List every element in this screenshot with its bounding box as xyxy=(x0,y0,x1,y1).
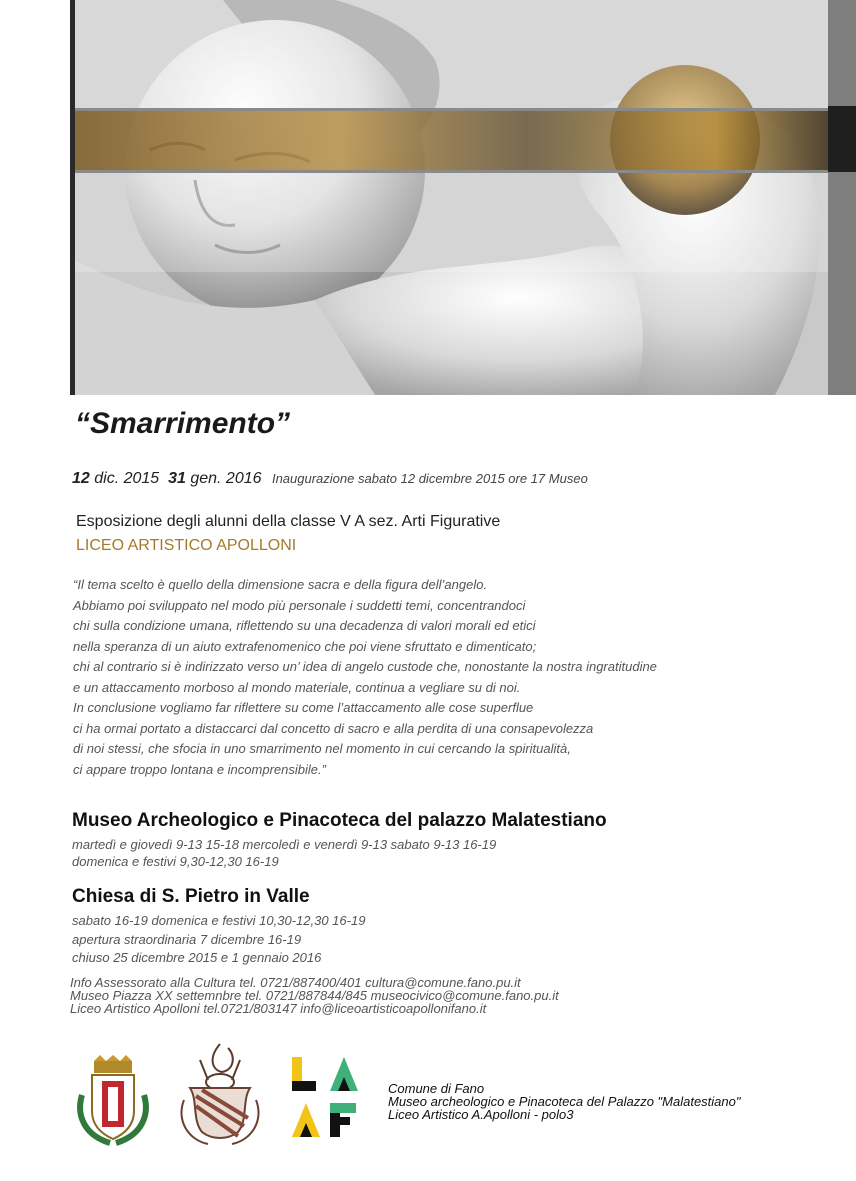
quote-line: In conclusione vogliamo far riflettere su come l’attaccamento alle cose superflue xyxy=(73,700,534,715)
school-name: LICEO ARTISTICO APOLLONI xyxy=(76,537,297,554)
museum-hours-line: domenica e festivi 9,30-12,30 16-19 xyxy=(72,854,279,869)
angel-statue-image xyxy=(75,0,828,395)
hero-right-accent xyxy=(828,106,856,172)
exhibition-description: Esposizione degli alunni della classe V A sez. Arti Figurative xyxy=(76,513,501,530)
quote-line: di noi stessi, che sfocia in uno smarrimento nel momento in cui cercando la spiritualità, xyxy=(73,741,571,756)
museum-hours-line: martedì e giovedì 9-13 15-18 mercoledì e venerdì 9-13 sabato 9-13 16-19 xyxy=(72,837,497,852)
credit-comune: Comune di Fano xyxy=(388,1081,485,1096)
church-hours-line: apertura straordinaria 7 dicembre 16-19 xyxy=(72,931,302,947)
contact-line-assessorato: Info Assessorato alla Cultura tel. 0721/887400/401 cultura@comune.fano.pu.it xyxy=(70,975,521,990)
malatesta-heraldic-crest-icon xyxy=(178,1040,262,1150)
start-month-year: dic. 2015 xyxy=(94,470,160,487)
museum-opening-hours xyxy=(72,836,496,870)
quote-line: chi al contrario si è indirizzato verso un’ idea di angelo custode che, nonostante la nostra ingratitudine xyxy=(73,659,657,674)
church-hours-line: chiuso 25 dicembre 2015 e 1 gennaio 2016 xyxy=(72,950,322,965)
start-day: 12 xyxy=(72,470,90,487)
exhibition-title: “Smarrimento” xyxy=(75,407,291,440)
quote-line: ci ha ormai portato a distaccarci dal concetto di sacro e alla perdita di una consapevolezza xyxy=(73,720,594,736)
hero-right-frame xyxy=(828,0,856,395)
church-hours-line: sabato 16-19 domenica e festivi 10,30-12,30 16-19 xyxy=(72,913,366,928)
quote-line: e un attaccamento morboso al mondo materiale, continua a vegliare su di noi. xyxy=(73,679,521,695)
contact-info xyxy=(70,976,559,1015)
church-venue-title: Chiesa di S. Pietro in Valle xyxy=(72,886,310,907)
inauguration-note: Inaugurazione sabato 12 dicembre 2015 ore 17 Museo xyxy=(271,471,588,486)
quote-line: nella speranza di un aiuto extrafenomenico che poi viene sfruttato e dimenticato; xyxy=(73,638,537,654)
quote-line: ci appare troppo lontana e incomprensibile.” xyxy=(73,761,326,777)
credit-museo: Museo archeologico e Pinacoteca del Palazzo "Malatestiano" xyxy=(388,1094,741,1109)
organizers-credits xyxy=(388,1082,741,1121)
end-day: 31 xyxy=(168,470,186,487)
exhibition-dates xyxy=(72,470,588,488)
contact-line-liceo: Liceo Artistico Apolloni tel.0721/803147 info@liceoartisticoapollonifano.it xyxy=(70,1001,487,1016)
angel-statue-illustration xyxy=(75,0,828,395)
quote-line: chi sulla condizione umana, riflettendo su una decadenza di valori morali ed etici xyxy=(73,618,536,633)
statement-quote xyxy=(73,575,657,780)
quote-line: Abbiamo poi sviluppato nel modo più personale i suddetti temi, concentrandoci xyxy=(73,597,526,613)
fano-coat-of-arms-icon xyxy=(72,1055,154,1147)
contact-line-museo: Museo Piazza XX settemnbre tel. 0721/887844/845 museocivico@comune.fano.pu.it xyxy=(70,988,559,1003)
quote-line: “Il tema scelto è quello della dimensione sacra e della figura dell’angelo. xyxy=(73,577,488,592)
credit-liceo: Liceo Artistico A.Apolloni - polo3 xyxy=(388,1107,574,1122)
liceo-artistico-laaf-logo-icon xyxy=(290,1055,362,1139)
end-month-year: gen. 2016 xyxy=(190,470,262,487)
church-opening-hours xyxy=(72,912,365,968)
museum-venue-title: Museo Archeologico e Pinacoteca del palazzo Malatestiano xyxy=(72,810,607,831)
